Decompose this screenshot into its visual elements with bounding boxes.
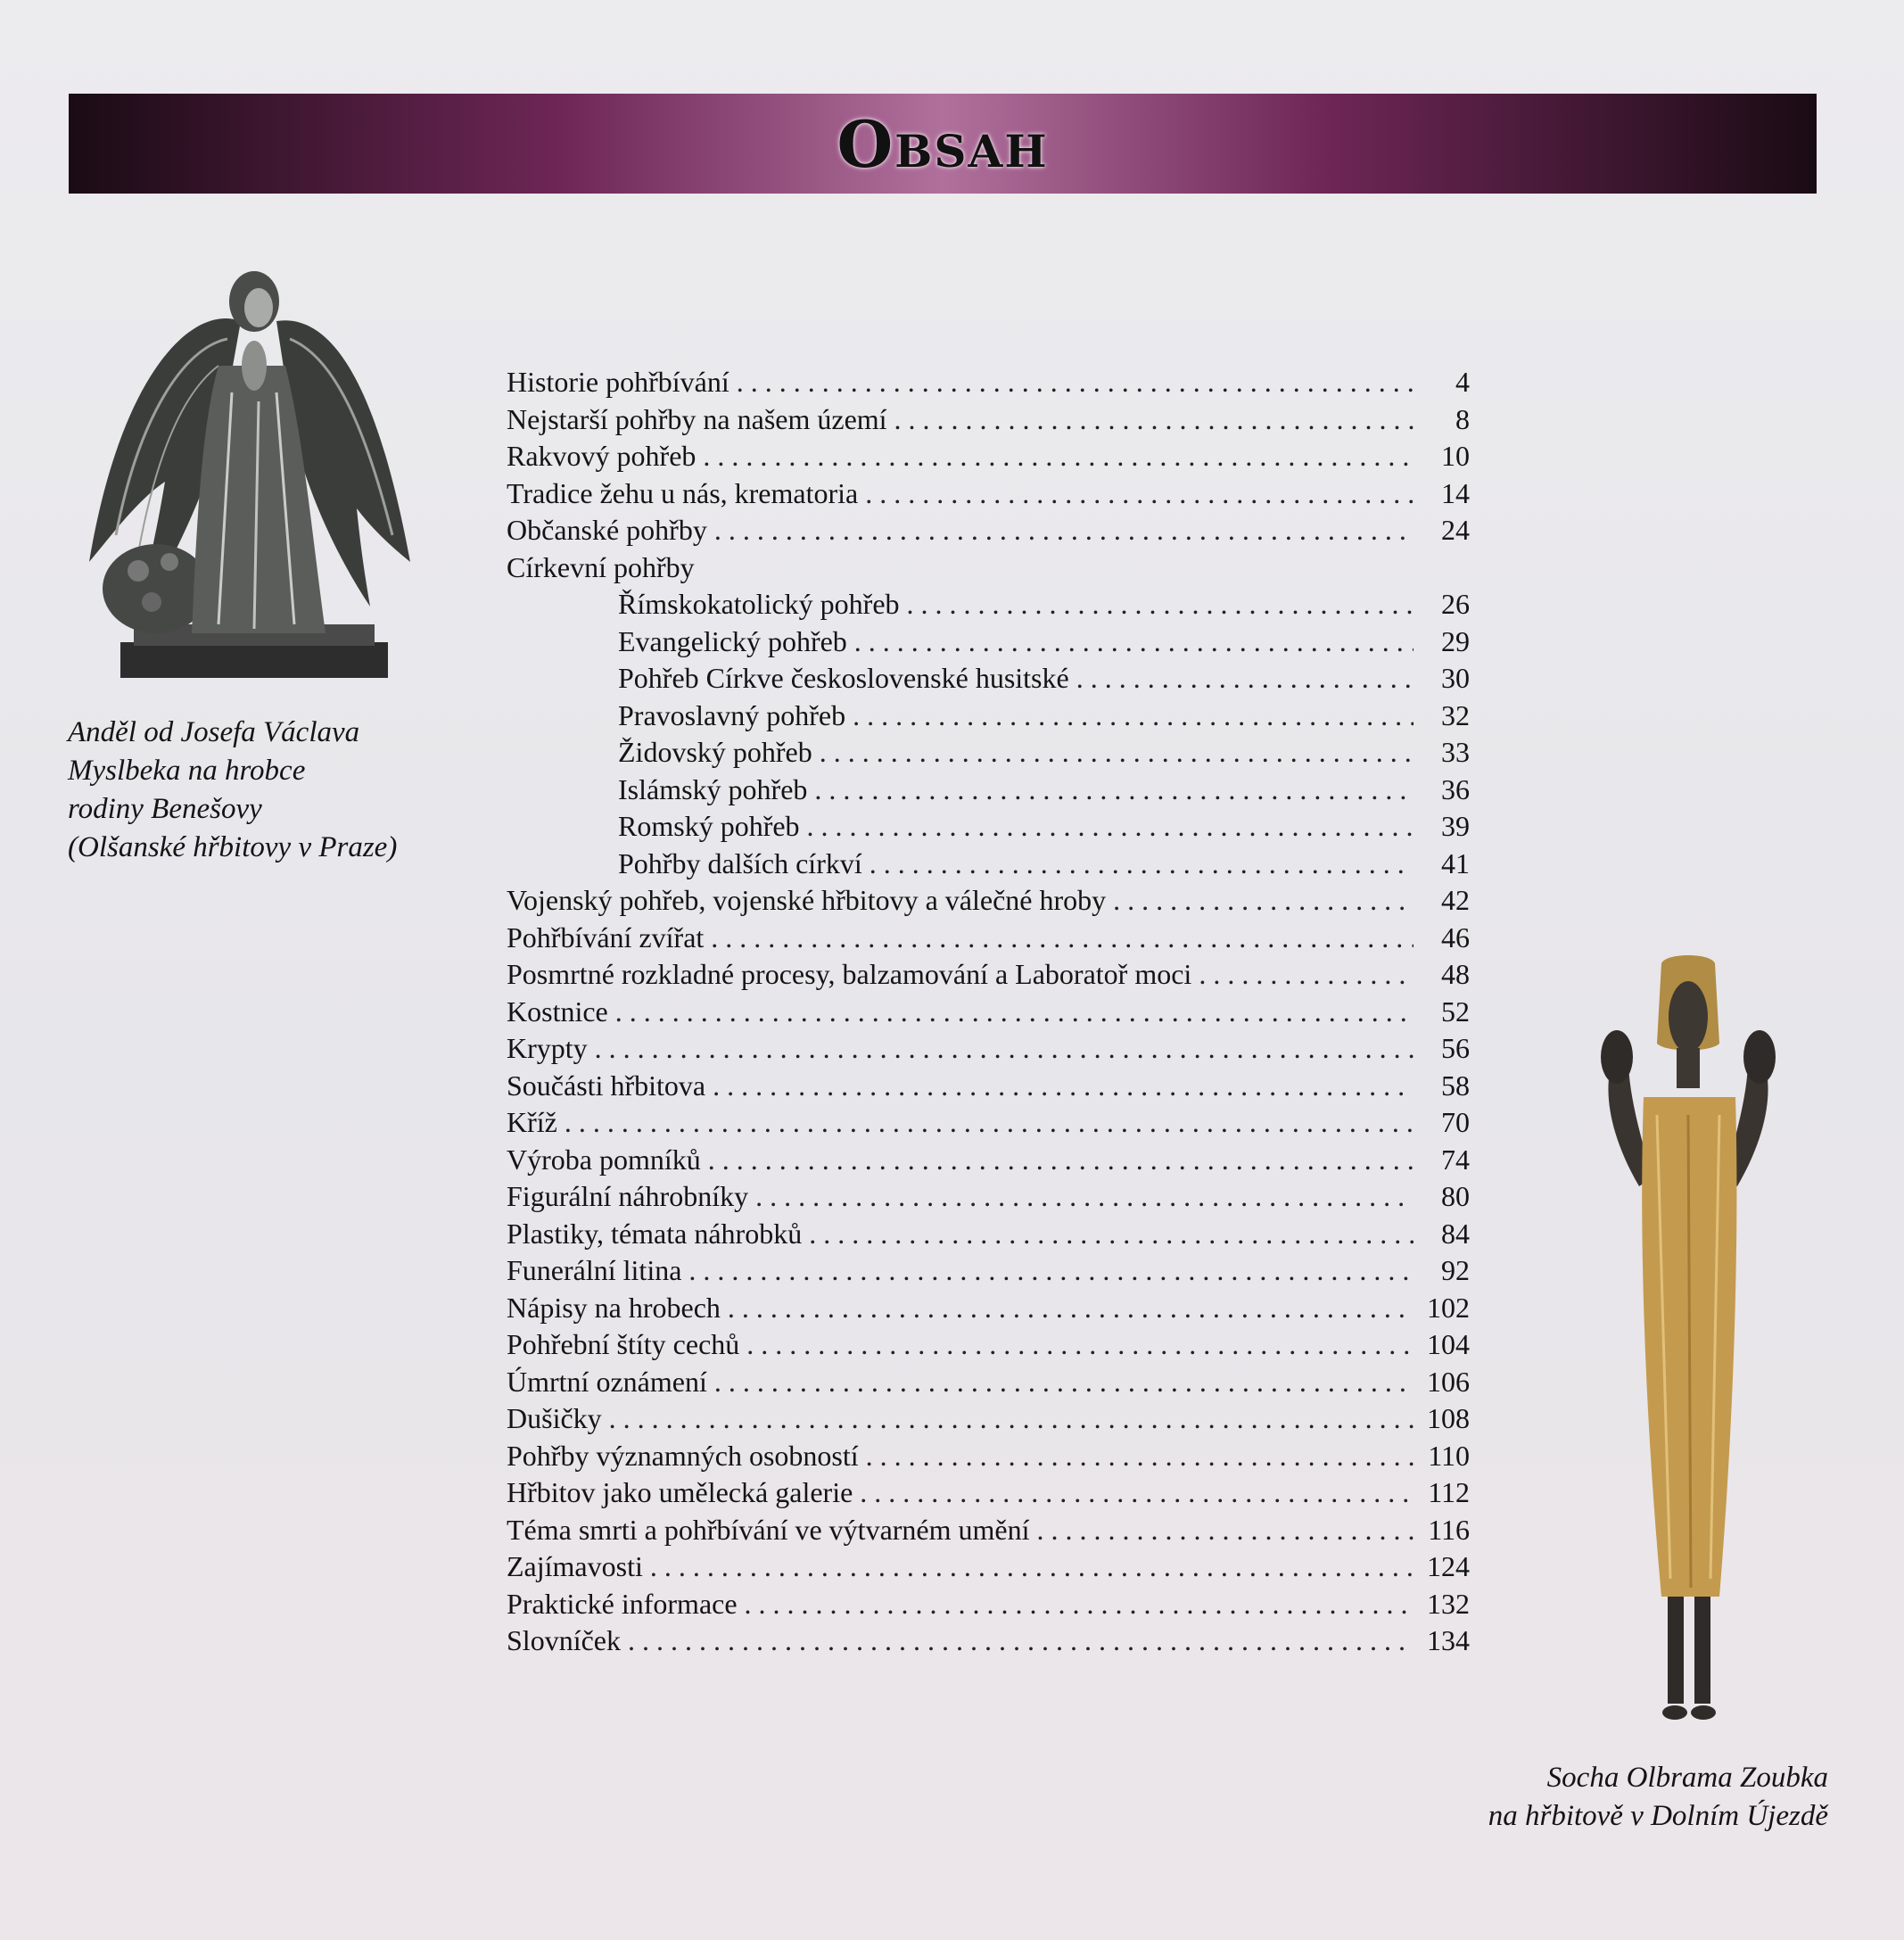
toc-entry[interactable] xyxy=(507,1292,1470,1329)
toc-label: Plastiky, témata náhrobků xyxy=(507,1217,803,1250)
toc-label: Tradice žehu u nás, krematoria xyxy=(507,476,859,509)
toc-leader xyxy=(703,440,1414,473)
toc-label: Kříž xyxy=(507,1106,557,1138)
toc-page: 46 xyxy=(1441,920,1470,953)
statue-woman-image xyxy=(1577,954,1800,1730)
toc-entry[interactable] xyxy=(507,1069,1470,1107)
toc-label: Historie pohřbívání xyxy=(507,366,729,398)
toc-leader xyxy=(853,699,1414,732)
toc-leader xyxy=(820,736,1414,769)
toc-entry[interactable] xyxy=(507,366,1470,403)
toc-label: Funerální litina xyxy=(507,1254,682,1286)
toc-label: Církevní pohřby xyxy=(507,550,695,583)
toc-label: Romský pohřeb xyxy=(618,810,800,842)
angel-statue-image xyxy=(85,268,419,682)
toc-leader xyxy=(711,921,1414,954)
toc-leader xyxy=(809,1218,1414,1251)
toc-section-heading[interactable] xyxy=(507,551,1470,589)
toc-entry[interactable] xyxy=(507,1514,1470,1551)
toc-page: 56 xyxy=(1441,1032,1470,1064)
toc-entry[interactable] xyxy=(507,921,1470,959)
toc-leader xyxy=(737,366,1414,399)
toc-subentry[interactable] xyxy=(507,588,1470,625)
toc-label: Římskokatolický pohřeb xyxy=(618,588,900,620)
toc-page: 106 xyxy=(1427,1365,1470,1398)
toc-label: Zajímavosti xyxy=(507,1550,643,1582)
toc-label: Součásti hřbitova xyxy=(507,1069,706,1102)
toc-label: Úmrtní oznámení xyxy=(507,1365,707,1398)
toc-page: 108 xyxy=(1427,1402,1470,1434)
toc-leader xyxy=(865,477,1414,510)
toc-label: Pohřeb Církve československé husitské xyxy=(618,662,1069,694)
toc-page: 134 xyxy=(1427,1624,1470,1656)
toc-page: 33 xyxy=(1441,736,1470,768)
toc-label: Občanské pohřby xyxy=(507,514,707,546)
toc-entry[interactable] xyxy=(507,1402,1470,1440)
toc-label: Islámský pohřeb xyxy=(618,772,808,805)
toc-page: 116 xyxy=(1428,1513,1470,1546)
toc-leader xyxy=(870,847,1414,880)
toc-page: 124 xyxy=(1427,1550,1470,1582)
title-banner xyxy=(69,94,1817,194)
caption-line: na hřbitově v Dolním Újezdě xyxy=(1488,1800,1828,1832)
toc-entry[interactable] xyxy=(507,1254,1470,1292)
toc-page: 32 xyxy=(1441,698,1470,731)
toc-label: Figurální náhrobníky xyxy=(507,1180,749,1212)
toc-leader xyxy=(628,1624,1414,1657)
table-of-contents xyxy=(507,366,1470,1662)
toc-label: Praktické informace xyxy=(507,1587,738,1620)
toc-page: 70 xyxy=(1441,1106,1470,1138)
toc-label: Posmrtné rozkladné procesy, balzamování a Laboratoř moci xyxy=(507,958,1192,990)
toc-subentry[interactable] xyxy=(507,699,1470,737)
toc-subentry[interactable] xyxy=(507,810,1470,847)
left-caption xyxy=(68,714,478,867)
toc-label: Vojenský pohřeb, vojenské hřbitovy a válečné hroby xyxy=(507,884,1107,916)
toc-page: 8 xyxy=(1455,402,1470,435)
toc-leader xyxy=(688,1254,1414,1287)
caption-line: Socha Olbrama Zoubka xyxy=(1546,1762,1828,1794)
toc-label: Pohřbívání zvířat xyxy=(507,920,705,953)
toc-label: Židovský pohřeb xyxy=(618,736,812,768)
toc-subentry[interactable] xyxy=(507,736,1470,773)
toc-entry[interactable] xyxy=(507,403,1470,441)
toc-label: Pohřební štíty cechů xyxy=(507,1328,740,1360)
toc-page: 74 xyxy=(1441,1143,1470,1176)
toc-leader xyxy=(714,514,1414,547)
toc-entry[interactable] xyxy=(507,1032,1470,1069)
toc-label: Rakvový pohřeb xyxy=(507,440,696,472)
toc-label: Nejstarší pohřby na našem území xyxy=(507,402,887,435)
toc-label: Kostnice xyxy=(507,995,608,1028)
toc-page: 84 xyxy=(1441,1217,1470,1250)
toc-leader xyxy=(1113,884,1414,917)
toc-subentry[interactable] xyxy=(507,773,1470,811)
page-title: Obsah xyxy=(837,105,1049,182)
toc-entry[interactable] xyxy=(507,477,1470,515)
toc-page: 26 xyxy=(1441,588,1470,620)
toc-entry[interactable] xyxy=(507,1588,1470,1625)
toc-leader xyxy=(728,1292,1414,1325)
toc-leader xyxy=(745,1588,1414,1621)
toc-leader xyxy=(755,1180,1414,1213)
toc-leader xyxy=(713,1069,1414,1102)
toc-leader xyxy=(894,403,1414,436)
toc-page: 30 xyxy=(1441,662,1470,694)
toc-label: Výroba pomníků xyxy=(507,1143,701,1176)
toc-entry[interactable] xyxy=(507,1180,1470,1218)
caption-line: rodiny Benešovy xyxy=(68,793,262,825)
toc-leader xyxy=(595,1032,1414,1065)
toc-leader xyxy=(609,1402,1414,1435)
caption-line: Anděl od Josefa Václava xyxy=(68,716,360,748)
toc-page: 41 xyxy=(1441,846,1470,879)
toc-page: 58 xyxy=(1441,1069,1470,1102)
toc-entry[interactable] xyxy=(507,1366,1470,1403)
toc-entry[interactable] xyxy=(507,995,1470,1033)
toc-page: 112 xyxy=(1428,1476,1470,1508)
toc-leader xyxy=(650,1550,1414,1583)
caption-line: (Olšanské hřbitovy v Praze) xyxy=(68,831,398,863)
toc-page: 29 xyxy=(1441,624,1470,657)
toc-label: Hřbitov jako umělecká galerie xyxy=(507,1476,853,1508)
toc-label: Slovníček xyxy=(507,1624,621,1656)
toc-label: Dušičky xyxy=(507,1402,602,1434)
toc-leader xyxy=(854,625,1414,658)
caption-line: Myslbeka na hrobce xyxy=(68,755,306,787)
toc-leader xyxy=(907,588,1414,621)
toc-leader xyxy=(714,1366,1414,1399)
toc-leader xyxy=(807,810,1414,843)
toc-page: 36 xyxy=(1441,772,1470,805)
right-caption xyxy=(1373,1759,1828,1836)
toc-page: 80 xyxy=(1441,1180,1470,1212)
toc-entry[interactable] xyxy=(507,514,1470,551)
toc-leader xyxy=(814,773,1414,806)
toc-leader xyxy=(1037,1514,1414,1547)
toc-leader xyxy=(1076,662,1414,695)
toc-page: 102 xyxy=(1427,1291,1470,1324)
toc-leader xyxy=(866,1440,1414,1473)
toc-subentry[interactable] xyxy=(507,847,1470,885)
toc-page: 110 xyxy=(1428,1439,1470,1472)
toc-label: Pravoslavný pohřeb xyxy=(618,698,846,731)
toc-leader xyxy=(565,1106,1414,1139)
toc-page: 48 xyxy=(1441,958,1470,990)
toc-page: 132 xyxy=(1427,1587,1470,1620)
toc-page: 10 xyxy=(1441,440,1470,472)
toc-page: 42 xyxy=(1441,884,1470,916)
toc-entry[interactable] xyxy=(507,1106,1470,1143)
toc-page: 104 xyxy=(1427,1328,1470,1360)
toc-page: 52 xyxy=(1441,995,1470,1028)
toc-subentry[interactable] xyxy=(507,625,1470,663)
toc-entry[interactable] xyxy=(507,1476,1470,1514)
toc-leader xyxy=(615,995,1414,1028)
toc-entry[interactable] xyxy=(507,1624,1470,1662)
toc-label: Pohřby významných osobností xyxy=(507,1439,859,1472)
toc-label: Pohřby dalších církví xyxy=(618,846,862,879)
toc-entry[interactable] xyxy=(507,884,1470,921)
toc-page: 4 xyxy=(1455,366,1470,398)
toc-subentry[interactable] xyxy=(507,662,1470,699)
toc-entry[interactable] xyxy=(507,1143,1470,1181)
toc-label: Téma smrti a pohřbívání ve výtvarném umění xyxy=(507,1513,1030,1546)
toc-leader xyxy=(708,1143,1414,1176)
toc-entry[interactable] xyxy=(507,1218,1470,1255)
toc-label: Krypty xyxy=(507,1032,588,1064)
toc-entry[interactable] xyxy=(507,958,1470,995)
toc-page: 39 xyxy=(1441,810,1470,842)
toc-entry[interactable] xyxy=(507,1440,1470,1477)
toc-leader xyxy=(746,1328,1414,1361)
toc-page: 14 xyxy=(1441,476,1470,509)
toc-label: Nápisy na hrobech xyxy=(507,1291,721,1324)
toc-page: 24 xyxy=(1441,514,1470,546)
toc-leader xyxy=(860,1476,1414,1509)
toc-entry[interactable] xyxy=(507,440,1470,477)
toc-entry[interactable] xyxy=(507,1550,1470,1588)
toc-entry[interactable] xyxy=(507,1328,1470,1366)
toc-leader xyxy=(1199,958,1414,991)
toc-page: 92 xyxy=(1441,1254,1470,1286)
toc-label: Evangelický pohřeb xyxy=(618,624,847,657)
